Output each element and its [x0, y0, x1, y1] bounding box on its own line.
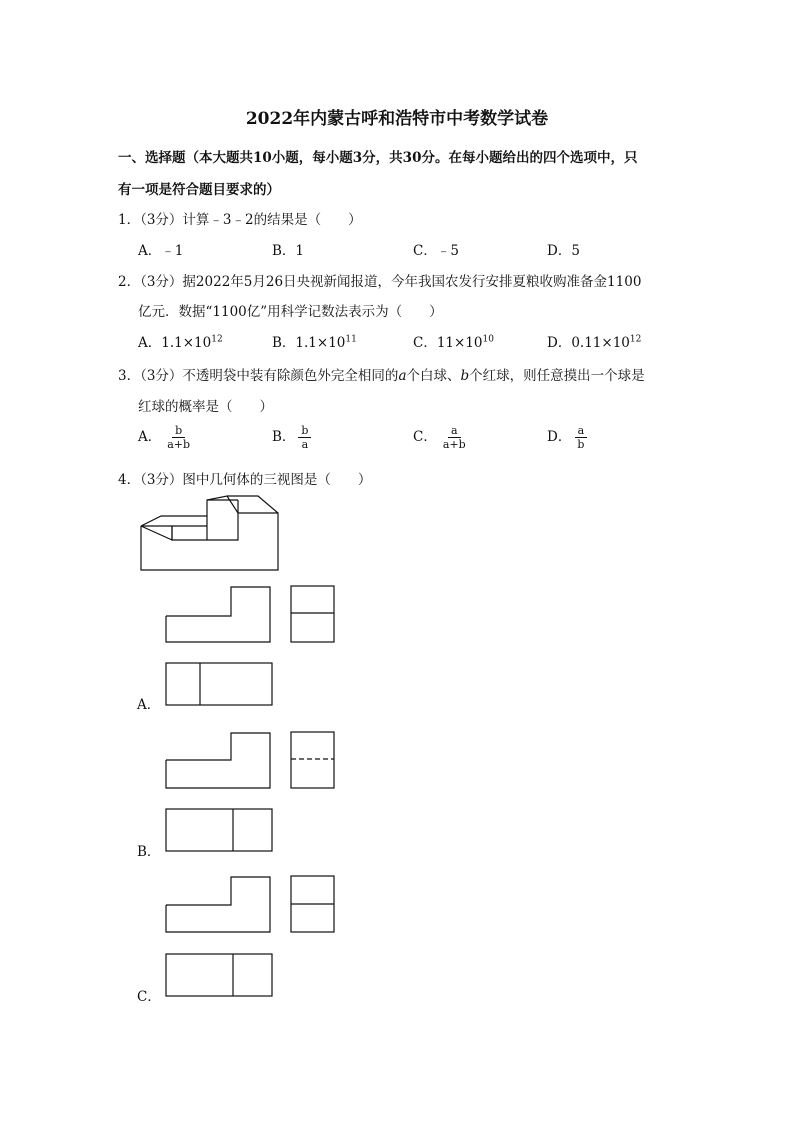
option-a-side-view [291, 586, 334, 642]
q3-option-b: B． $\frac{b}{a}$ [272, 424, 311, 451]
q4-option-a-label: A． [137, 697, 161, 713]
stepped-solid-figure [130, 490, 290, 580]
q3-stem-line1: 3．（3分）不透明袋中装有除颜色外完全相同的a个白球、b个红球，则任意摸出一个球是 [118, 368, 645, 384]
q2-stem-line1: 2．（3分）据2022年5月26日央视新闻报道，今年我国农发行安排夏粮收购准备金1100 [118, 274, 642, 290]
q3-option-d: D． $\frac{a}{b}$ [547, 424, 587, 451]
page-title: 2022年内蒙古呼和浩特市中考数学试卷 [245, 109, 549, 129]
option-c-top-view [160, 949, 280, 1001]
q4-stem: 4．（3分）图中几何体的三视图是（ ） [118, 472, 372, 488]
option-b-front-view [160, 728, 340, 792]
q1-stem: 1．（3分）计算﹣3﹣2的结果是（ ） [118, 212, 362, 228]
q2-stem-line2: 亿元．数据“1100亿”用科学记数法表示为（ ） [138, 304, 443, 320]
option-b-side-view [291, 732, 334, 788]
q3-option-a: A． $\frac{b}{a+b}$ [138, 424, 191, 451]
q2-option-d: D．$0.11\times 10^{12}$ [547, 334, 642, 351]
q2-option-c: C．$11\times 10^{10}$ [413, 334, 494, 351]
section-header-line2: 有一项是符合题目要求的） [118, 182, 280, 198]
q1-option-c: C．﹣5 [413, 243, 459, 259]
q3-option-c: C． $\frac{a}{a+b}$ [413, 424, 466, 451]
section-header-line1: 一、选择题（本大题共10小题，每小题3分，共30分。在每小题给出的四个选项中，只 [118, 150, 638, 166]
q1-option-b: B．1 [272, 243, 305, 259]
option-b-top-view [160, 804, 280, 856]
option-c-front-view [160, 872, 340, 936]
q2-option-b: B．$1.1\times 10^{11}$ [272, 334, 357, 351]
q4-option-b-label: B． [137, 844, 161, 860]
q1-option-d: D．5 [547, 243, 580, 259]
option-a-top-view [160, 658, 280, 710]
q1-option-a: A．﹣1 [138, 243, 184, 259]
option-a-front-view [160, 582, 340, 646]
q2-option-a: A．$1.1\times 10^{12}$ [138, 334, 223, 351]
q3-stem-line2: 红球的概率是（ ） [138, 399, 273, 415]
q4-option-c-label: C． [137, 989, 161, 1005]
